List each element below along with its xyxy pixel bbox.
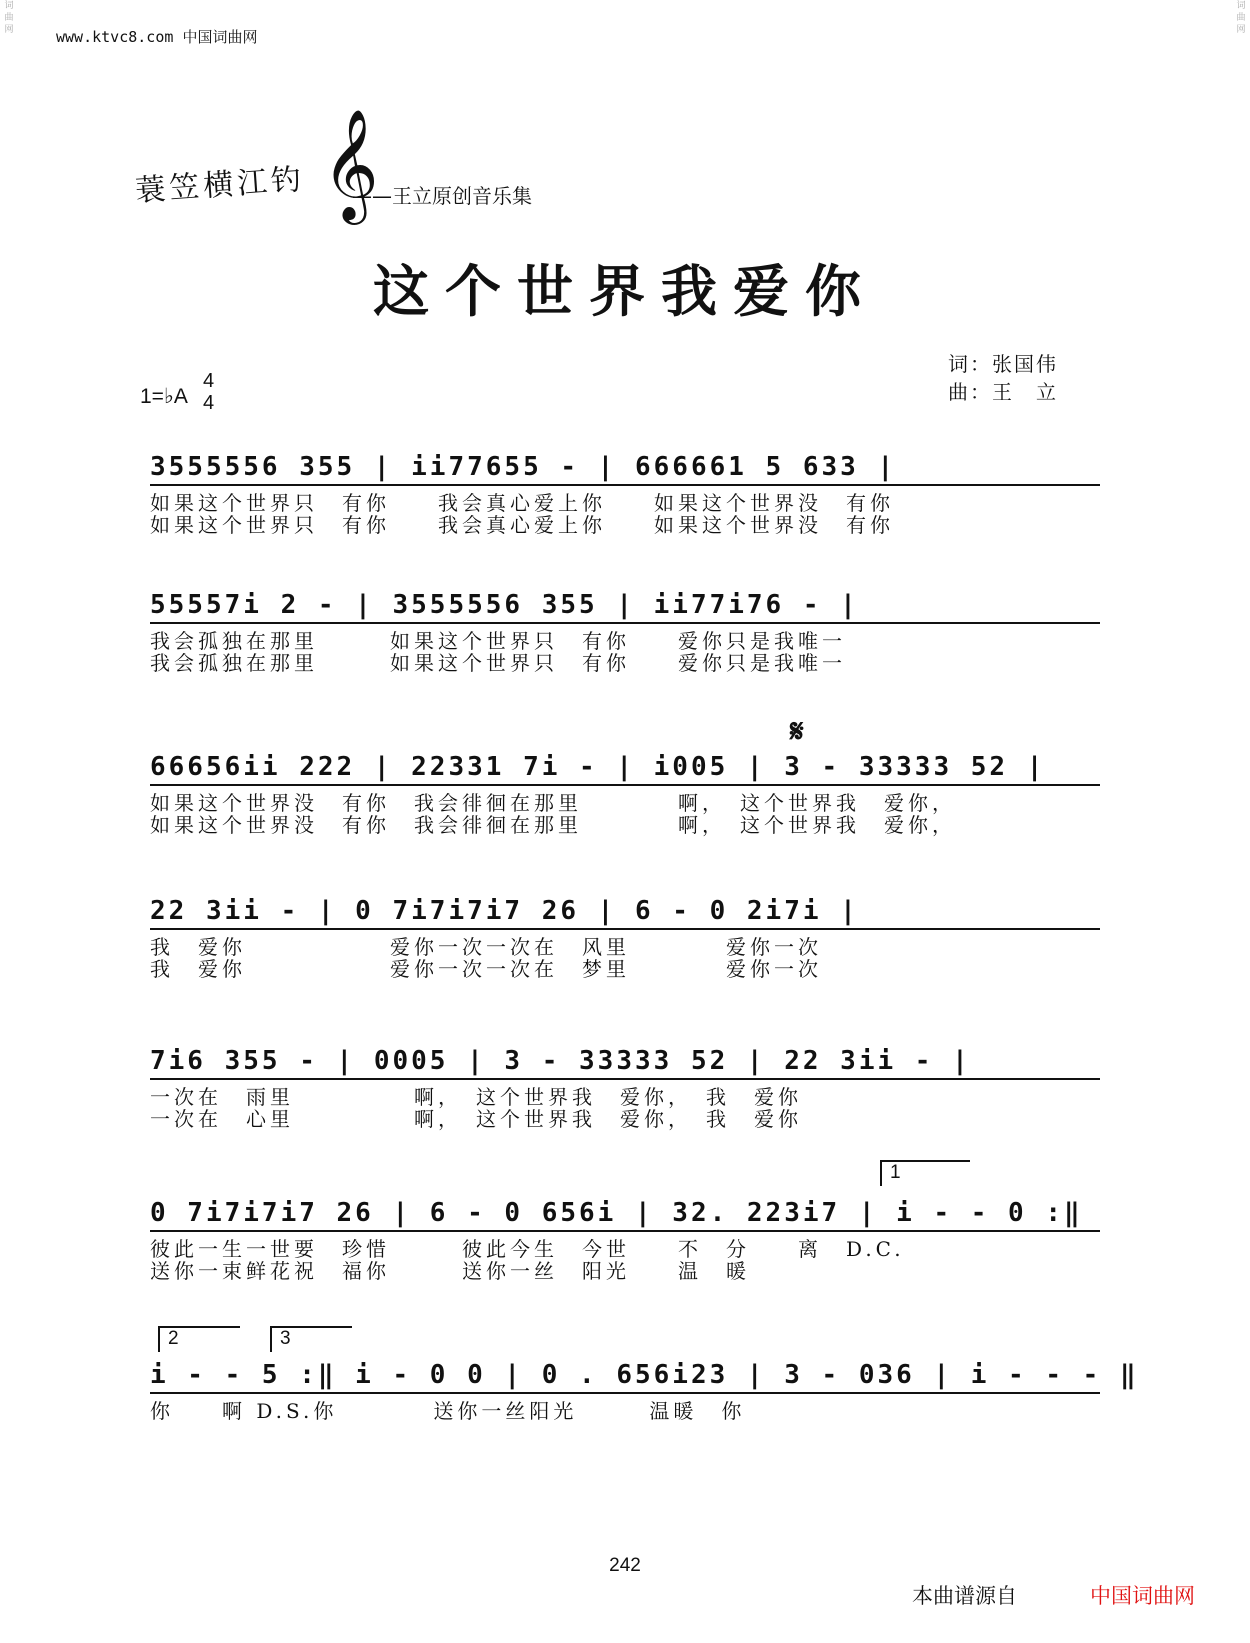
treble-clef-icon: 𝄞 [322,108,379,220]
song-title: 这个世界我爱你 [373,259,877,325]
series-title: 蓑笠横江钓 [134,162,307,209]
segno-sign: 𝄋 [790,712,804,750]
notation-line: 66656ii 222 | 22331 7i - | i005 | 3 - 33333 52 | [150,752,1100,786]
lyric-verse-1: 彼此一生一世要 珍惜 彼此今生 今世 不 分 离 D.C. [150,1237,905,1261]
score-row-6 [150,1198,1100,1282]
side-watermark-left: 词曲网 [4,1,14,35]
series-subtitle: ——王立原创音乐集 [352,184,532,208]
lyric-verse-1: 如果这个世界没 有你 我会徘徊在那里 啊， 这个世界我 爱你， [150,791,956,815]
page-number: 242 [609,1555,641,1576]
notation-line: 7i6 355 - | 0005 | 3 - 33333 52 | 22 3ii - | [150,1046,1100,1080]
site-url: www.ktvc8.com [56,28,174,46]
site-url-header [56,26,257,47]
side-watermark-right: 词曲网 [1236,1,1246,35]
lyric-verse-2: 一次在 心里 啊， 这个世界我 爱你， 我 爱你 [150,1107,802,1131]
score-row-2 [150,590,1100,674]
lyric-verse-1: 一次在 雨里 啊， 这个世界我 爱你， 我 爱你 [150,1085,802,1109]
volta-bracket-2: 2 [158,1326,240,1352]
lyric-verse-2: 如果这个世界只 有你 我会真心爱上你 如果这个世界没 有你 [150,513,894,537]
site-name: 中国词曲网 [182,28,258,46]
notation-line: i - - 5 :‖ i - 0 0 | 0 . 656i23 | 3 - 036 | i - - - ‖ [150,1360,1100,1394]
notation-line: 3555556 355 | ii77655 - | 666661 5 633 | [150,452,1100,486]
lyric-verse-2: 我 爱你 爱你一次一次在 梦里 爱你一次 [150,957,822,981]
notation-line: 0 7i7i7i7 26 | 6 - 0 656i | 32. 223i7 | i - - 0 :‖ [150,1198,1100,1232]
score-row-4 [150,896,1100,980]
lyric-verse-1: 我 爱你 爱你一次一次在 风里 爱你一次 [150,935,822,959]
time-signature [203,370,214,414]
notation-line: 55557i 2 - | 3555556 355 | ii77i76 - | [150,590,1100,624]
score-row-5 [150,1046,1100,1130]
lyric-verse-2: 如果这个世界没 有你 我会徘徊在那里 啊， 这个世界我 爱你， [150,813,956,837]
composer-credit: 曲：王 立 [948,380,1058,404]
source-label: 本曲谱源自 [912,1584,1017,1608]
lyric-verse-2: 我会孤独在那里 如果这个世界只 有你 爱你只是我唯一 [150,651,846,675]
score-row-1 [150,452,1100,536]
lyric-verse-1: 我会孤独在那里 如果这个世界只 有你 爱你只是我唯一 [150,629,846,653]
notation-line: 22 3ii - | 0 7i7i7i7 26 | 6 - 0 2i7i | [150,896,1100,930]
volta-bracket-1: 1 [880,1160,970,1186]
key-signature: 1=♭A [140,385,188,408]
lyricist-credit: 词：张国伟 [948,352,1058,376]
lyric-verse-1: 你 啊 D.S.你 送你一丝阳光 温暖 你 [150,1399,746,1423]
lyric-verse-1: 如果这个世界只 有你 我会真心爱上你 如果这个世界没 有你 [150,491,894,515]
time-denominator: 4 [203,392,215,414]
score-row-3 [150,752,1100,836]
score-row-7 [150,1360,1139,1423]
time-numerator: 4 [203,370,215,392]
volta-bracket-3: 3 [270,1326,352,1352]
lyric-verse-2: 送你一束鲜花祝 福你 送你一丝 阳光 温 暖 [150,1259,750,1283]
source-site-link[interactable]: 中国词曲网 [1090,1584,1195,1608]
